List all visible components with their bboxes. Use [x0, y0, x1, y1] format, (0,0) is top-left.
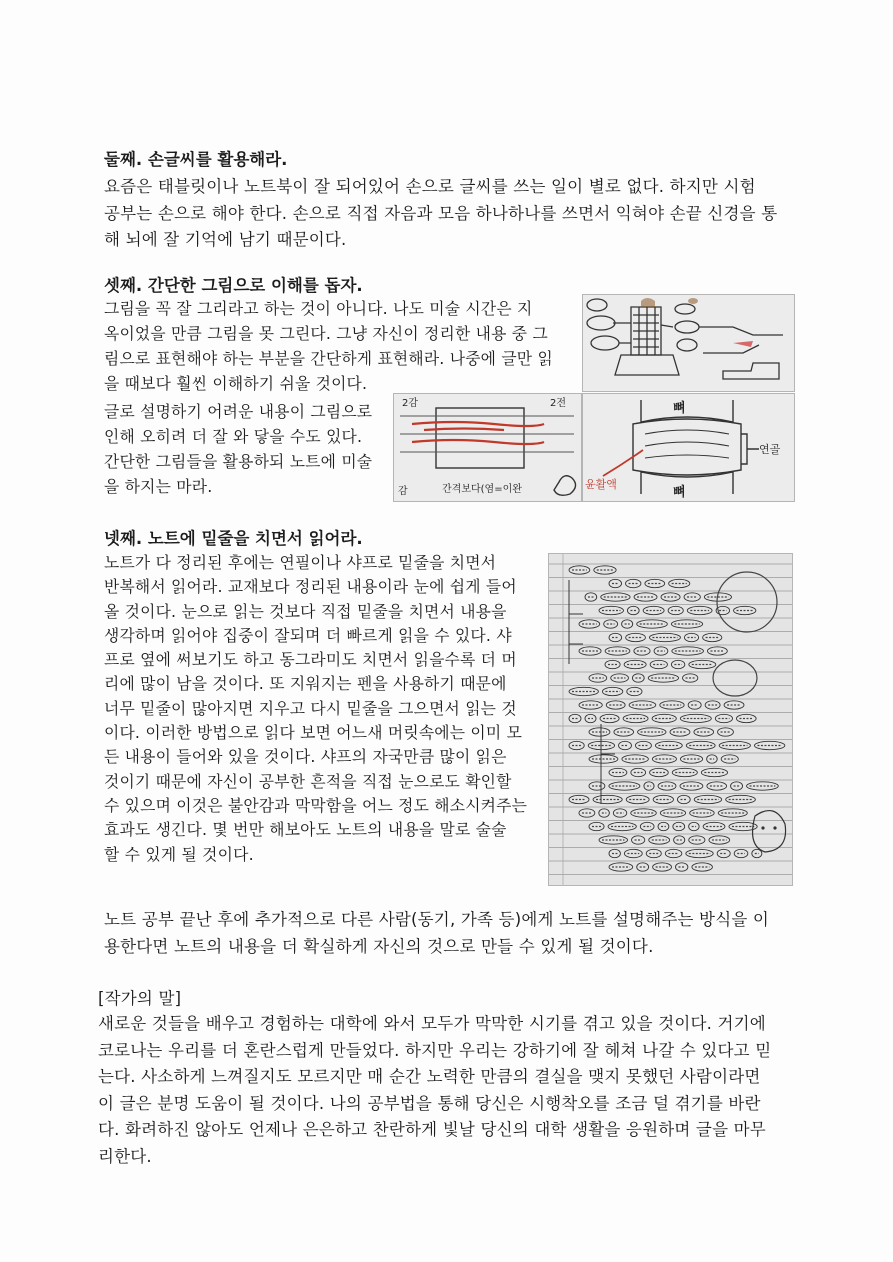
section-3-body-narrow	[104, 399, 372, 499]
paragraph-line: 는다. 사소하게 느껴질지도 모르지만 매 순간 노력한 만큼의 결실을 맺지 못했던 사람이라면	[98, 1067, 761, 1086]
paragraph-line: 노트 공부 끝난 후에 추가적으로 다른 사람(동기, 가족 등)에게 노트를 설명해주는 방식을 이	[104, 910, 770, 929]
sketch-label-right: 연골	[759, 443, 781, 456]
paragraph-line: 것이기 때문에 자신이 공부한 흔적을 직접 눈으로도 확인할	[104, 771, 512, 791]
section-4-heading: 넷째. 노트에 밑줄을 치면서 읽어라.	[104, 529, 363, 548]
sketch-label-bottom: 뼈	[673, 485, 686, 500]
paragraph-line: 간단한 그림들을 활용하되 노트에 미술	[104, 452, 373, 471]
paragraph-line: 인해 오히려 더 잘 와 닿을 수도 있다.	[104, 427, 363, 446]
closing-paragraph	[104, 907, 769, 960]
paragraph-line: 든 내용이 들어와 있을 것이다. 샤프의 자국만큼 많이 읽은	[104, 747, 507, 767]
paragraph-line: 해 뇌에 잘 기억에 남기 때문이다.	[104, 230, 347, 249]
sketch-cell-diagram	[582, 294, 795, 392]
paragraph-line: 림으로 표현해야 하는 부분을 간단하게 표현해라. 나중에 글만 읽	[104, 349, 553, 368]
sketch-label-top-left: 2감	[402, 398, 419, 409]
sketch-label-bottom-left: 감	[398, 486, 408, 497]
section-4-body	[104, 551, 527, 867]
paragraph-line: 요즘은 태블릿이나 노트북이 잘 되어있어 손으로 글씨를 쓰는 일이 별로 없다. 하지만 시험	[104, 177, 756, 196]
paragraph-line: 을 하지는 마라.	[104, 477, 213, 496]
paragraph-line: 글로 설명하기 어려운 내용이 그림으로	[104, 402, 373, 421]
section-2-heading: 둘째. 손글씨를 활용해라.	[104, 150, 288, 169]
paragraph-line: 용한다면 노트의 내용을 더 확실하게 자신의 것으로 만들 수 있게 될 것이다.	[104, 936, 654, 956]
section-3-body-wide	[104, 296, 553, 396]
section-2-body	[104, 174, 777, 254]
paragraph-line: 프로 옆에 써보기도 하고 동그라미도 치면서 읽을수록 더 머	[104, 650, 517, 670]
sketch-label-top: 뼈	[673, 401, 686, 416]
sketch-joint	[582, 393, 795, 502]
paragraph-line: 코로나는 우리를 더 혼란스럽게 만들었다. 하지만 우리는 강하기에 잘 헤쳐 나갈 수 있다고 믿	[98, 1040, 772, 1060]
paragraph-line: 공부는 손으로 해야 한다. 손으로 직접 자음과 모음 하나하나를 쓰면서 익혀야 손끝 신경을 통	[104, 203, 778, 223]
paragraph-line: 생각하며 읽어야 집중이 잘되며 더 빠르게 읽을 수 있다. 샤	[104, 625, 512, 645]
sketch-label-bottom-center: 간격보다(염=이완	[442, 484, 522, 495]
paragraph-line: 옥이었을 만큼 그림을 못 그린다. 그냥 자신이 정리한 내용 중 그	[104, 324, 548, 343]
paragraph-line: 할 수 있게 될 것이다.	[104, 844, 254, 864]
paragraph-line: 올 것이다. 눈으로 읽는 것보다 직접 밑줄을 치면서 내용을	[104, 601, 507, 621]
sketch-label-left: 윤활액	[585, 478, 617, 491]
handwritten-note-photo	[548, 553, 793, 886]
paragraph-line: 리한다.	[98, 1146, 152, 1166]
sketch-label-top-right: 2전	[550, 398, 567, 409]
author-heading: [작가의 말]	[98, 989, 182, 1008]
paragraph-line: 을 때보다 훨씬 이해하기 쉬울 것이다.	[104, 374, 368, 393]
paragraph-line: 노트가 다 정리된 후에는 연필이나 샤프로 밑줄을 치면서	[104, 553, 497, 572]
paragraph-line: 반복해서 읽어라. 교재보다 정리된 내용이라 눈에 쉽게 들어	[104, 577, 517, 597]
paragraph-line: 너무 밑줄이 많아지면 지우고 다시 밑줄을 그으면서 읽는 것	[104, 698, 517, 718]
paragraph-line: 수 있으며 이것은 불안감과 막막함을 어느 정도 해소시켜주는	[104, 795, 528, 815]
sketch-muscle-fibers	[393, 393, 582, 502]
paragraph-line: 그림을 꼭 잘 그리라고 하는 것이 아니다. 나도 미술 시간은 지	[104, 299, 533, 318]
section-3-heading: 셋째. 간단한 그림으로 이해를 돕자.	[104, 276, 363, 295]
paragraph-line: 이 글은 분명 도움이 될 것이다. 나의 공부법을 통해 당신은 시행착오를 조금 덜 겪기를 바란	[98, 1093, 761, 1113]
author-body	[98, 1011, 771, 1170]
paragraph-line: 이다. 이러한 방법으로 읽다 보면 어느새 머릿속에는 이미 모	[104, 723, 523, 743]
paragraph-line: 새로운 것들을 배우고 경험하는 대학에 와서 모두가 막막한 시기를 겪고 있을 것이다. 거기에	[98, 1014, 766, 1033]
paragraph-line: 리에 많이 남을 것이다. 또 지워지는 펜을 사용하기 때문에	[104, 674, 507, 694]
paragraph-line: 효과도 생긴다. 몇 번만 해보아도 노트의 내용을 말로 술술	[104, 820, 507, 840]
paragraph-line: 다. 화려하진 않아도 언제나 은은하고 찬란하게 빛날 당신의 대학 생활을 응원하며 글을 마무	[98, 1120, 766, 1139]
